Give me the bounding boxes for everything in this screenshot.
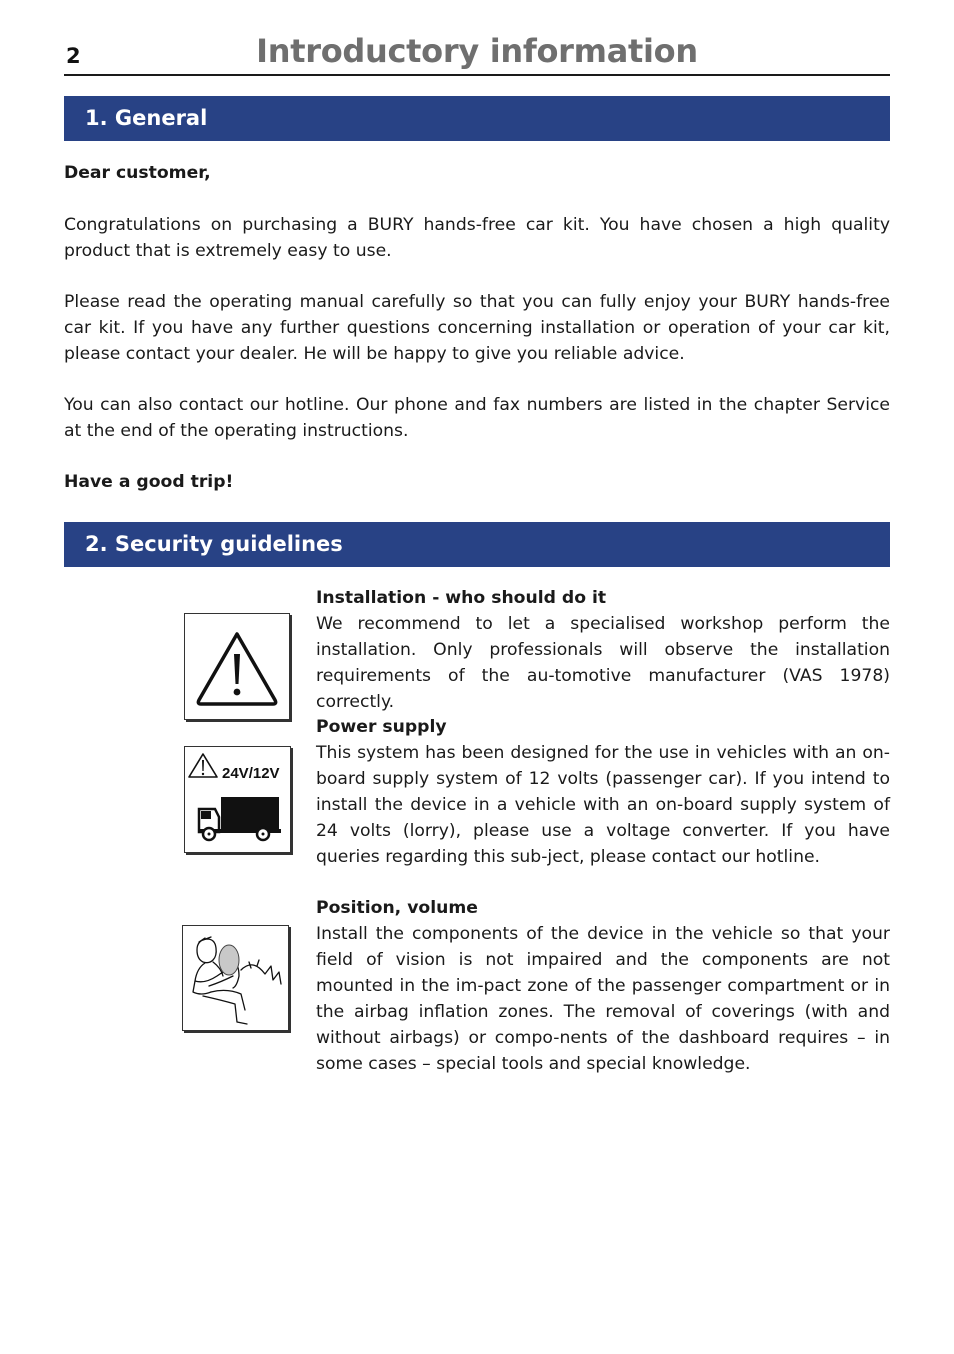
general-paragraph-2: Please read the operating manual carefully so that you can fully enjoy your BURY hands-free car kit. If you have any further questions concerning installation or operation of your car kit, please contact your dealer. He will be happy to give you reliable advice. (64, 292, 890, 364)
section-heading-label: 1. General (85, 106, 208, 130)
page-number: 2 (66, 44, 81, 68)
installation-text: We recommend to let a specialised workshop perform the installation. Only professionals will observe the installation requirements of the au-tomotive manufacturer (VAS 1978) correctly. (316, 614, 890, 712)
salutation: Dear customer, (64, 163, 211, 183)
section-heading-label: 2. Security guidelines (85, 532, 343, 556)
installation-heading: Installation - who should do it (316, 588, 607, 608)
closing-line: Have a good trip! (64, 472, 234, 492)
truck-voltage-icon (184, 746, 291, 853)
warning-triangle-icon (184, 613, 290, 720)
section-heading-security (64, 522, 890, 567)
page-title: Introductory information (256, 32, 698, 70)
page-header (64, 30, 890, 76)
position-volume-text: Install the components of the device in the vehicle so that your field of vision is not impaired and the components are not mounted in the im-pact zone of the passenger compartment or in the airbag inflation zones. The removal of coverings (with and without airbags) or compo-nents of the dashboard requires – in some cases – special tools and special knowledge. (316, 924, 890, 1074)
airbag-impact-icon (182, 925, 289, 1031)
position-volume-heading: Position, volume (316, 898, 478, 918)
general-paragraph-3: You can also contact our hotline. Our phone and fax numbers are listed in the chapter Service at the end of the operating instructions. (64, 395, 890, 441)
section-heading-general (64, 96, 890, 141)
voltage-label: 24V/12V (222, 765, 280, 782)
power-supply-heading: Power supply (316, 717, 447, 737)
general-paragraph-1: Congratulations on purchasing a BURY hands-free car kit. You have chosen a high quality product that is extremely easy to use. (64, 215, 890, 261)
power-supply-text: This system has been designed for the use in vehicles with an on-board supply system of 12 volts (passenger car). If you intend to install the device in a vehicle with an on-board supply system of 24 volts (lorry), please use a voltage converter. If you have queries regarding this sub-ject, please contact our hotline. (316, 743, 890, 867)
